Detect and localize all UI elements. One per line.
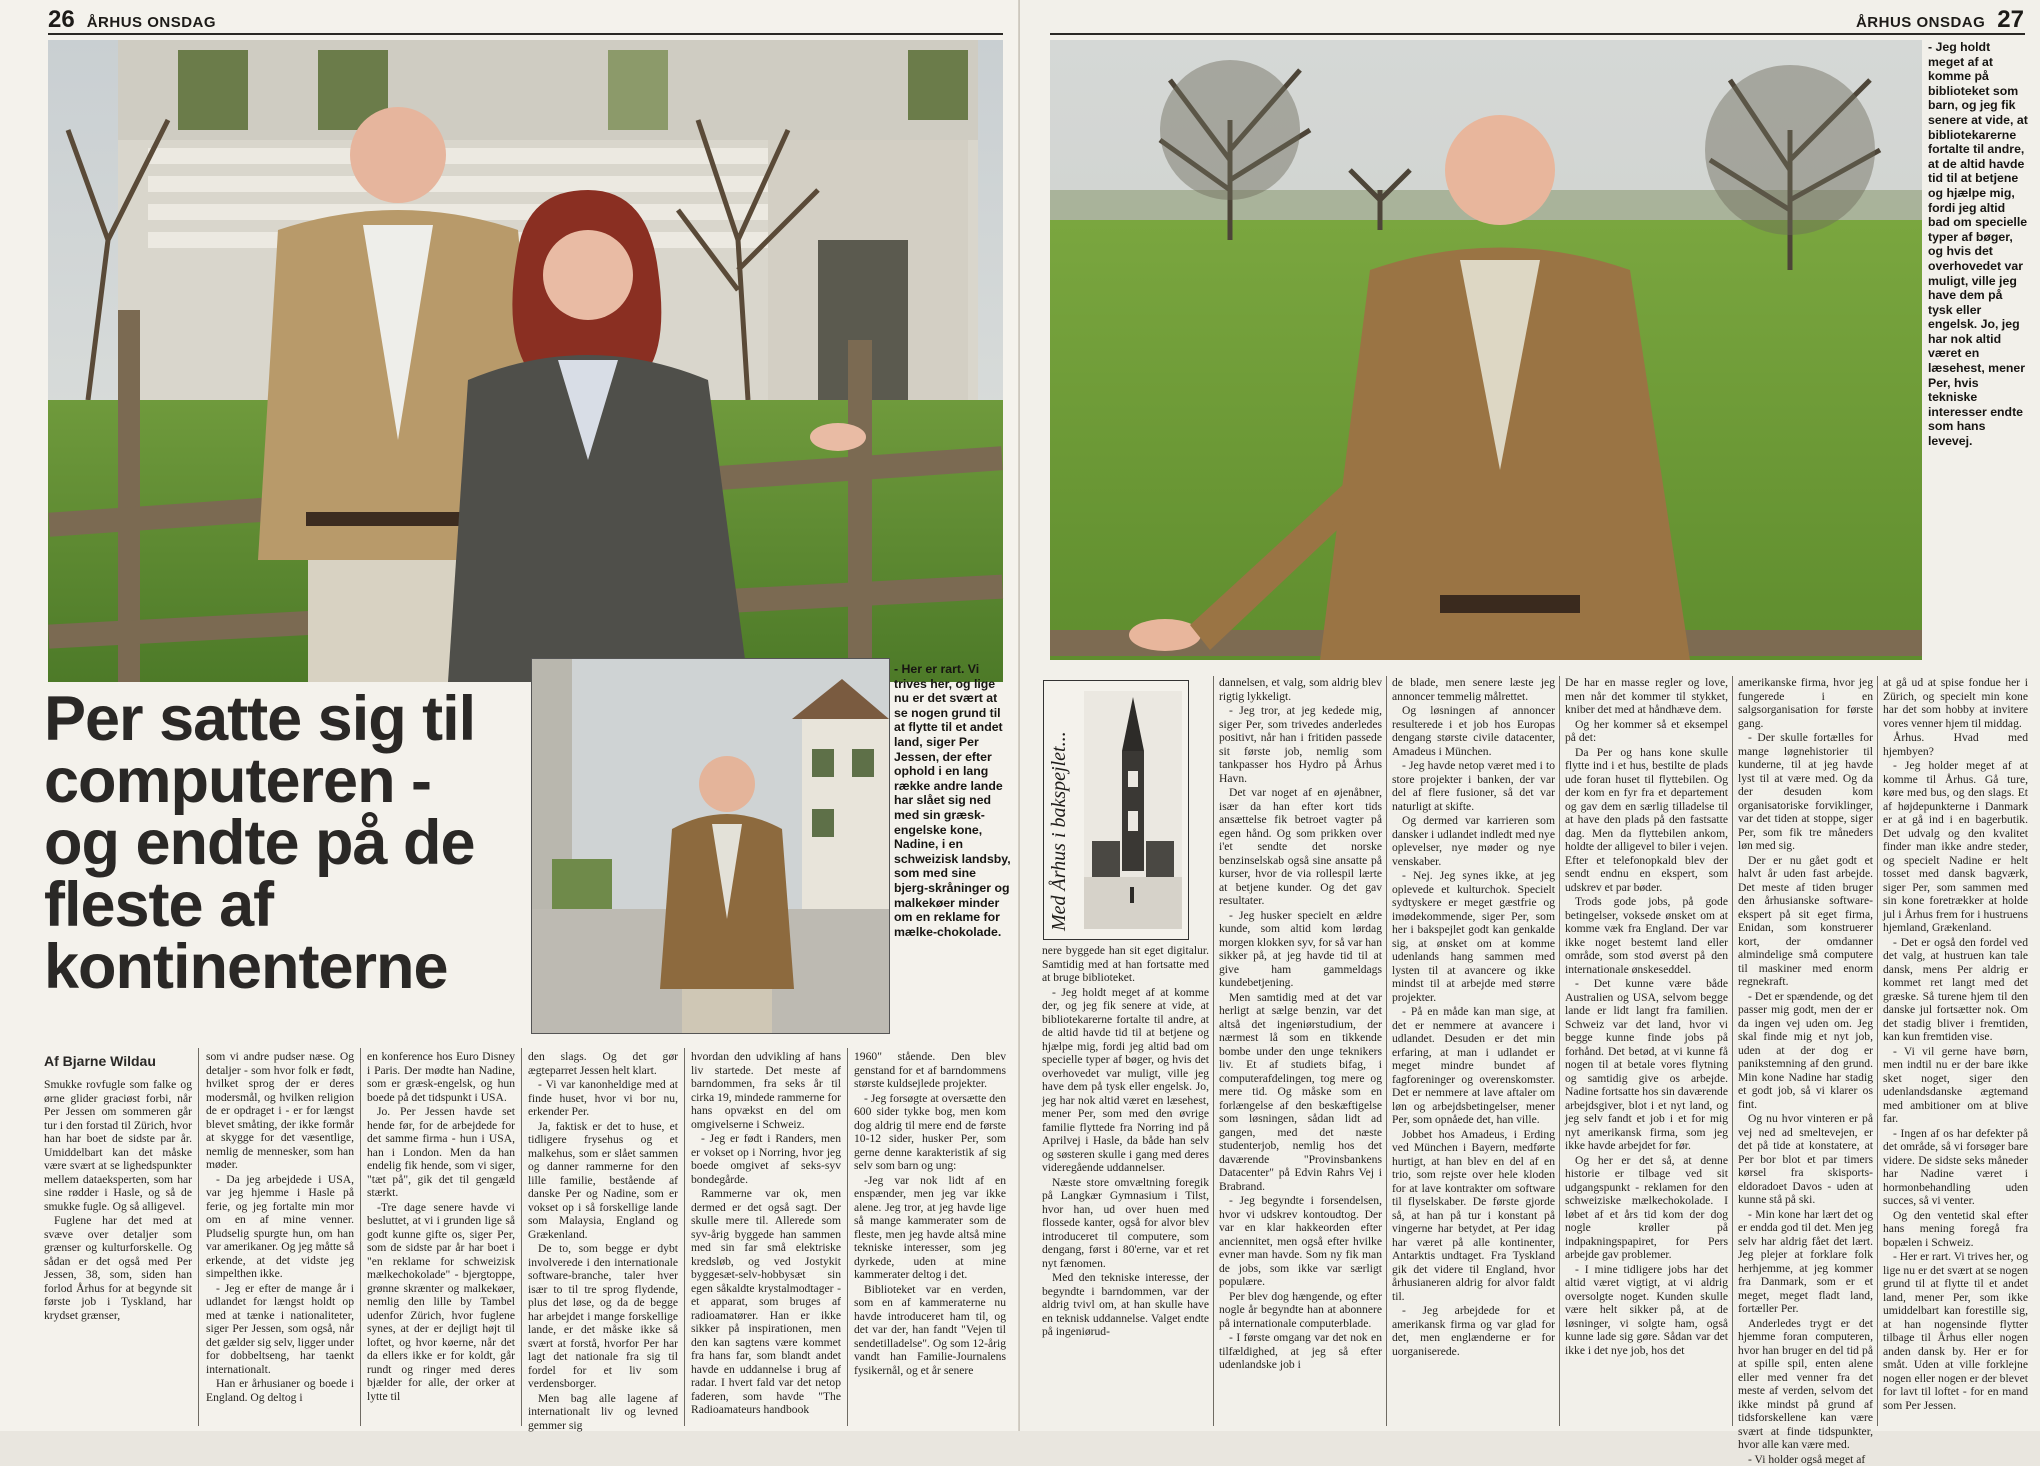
small-photo-illustration bbox=[532, 659, 889, 1033]
paragraph: Men samtidig med at det var herligt at sælge benzin, var det altså det ingeniørstudium, der nærmest lå som en tikkende bombe under den unge teknikers liv. Et af studiets bifag, i computerafdelingen, tog mere og mere tid. Og måske som en forlængelse af den beskæftigelse som løsningen, sådan lidt ad gangen, med det næste studenterjob, nemlig hos det daværende "Provinsbankens Datacenter" på Edvin Rahrs Vej i Brabrand. bbox=[1219, 991, 1382, 1194]
paragraph: De har en masse regler og love, men når det kommer til stykket, kniber det med at håndhæve dem. bbox=[1565, 676, 1728, 717]
right-page-number: 27 bbox=[1997, 6, 2024, 34]
paragraph: Per blev dog hængende, og efter nogle år begyndte han at abonnere på internationale computerblade. bbox=[1219, 1290, 1382, 1331]
vignette-box bbox=[1043, 680, 1189, 940]
paragraph: Og løsningen af annoncer resulterede i et job hos Europas dengang største civile datacenter, Amadeus i München. bbox=[1392, 704, 1555, 758]
paragraph: amerikanske firma, hvor jeg fungerede i en salgsorganisation for første gang. bbox=[1738, 676, 1873, 730]
paragraph: Jo. Per Jessen havde set hende før, for de arbejdede for det samme firma - hun i USA, han i London. Men da han endelig fik hende, som vi siger, "tæt på", gik det til gengæld stærkt. bbox=[367, 1105, 515, 1200]
paragraph: - I mine tidligere jobs har det altid været vigtigt, at vi aldrig oversolgte noget. Kunden skulle være helt sikker på, at de løsninger, vi solgte ham, også kunne lade sig gøre. Sådan var det ikke i det nye job, hos det bbox=[1565, 1263, 1728, 1358]
paragraph: Og dermed var karrieren som dansker i udlandet indledt med nye oplevelser, nye møder og nye venskaber. bbox=[1392, 814, 1555, 868]
paragraph: Næste store omvæltning foregik på Langkær Gymnasium i Tilst, hvor han, ud over huen med flossede kanter, også for alvor blev introduceret til computere, som dengang, først i 80'erne, var et ret nyt fænomen. bbox=[1042, 1176, 1209, 1271]
text-column-5 bbox=[691, 1050, 841, 1426]
text-column-8 bbox=[1219, 676, 1382, 1426]
paragraph: Jobbet hos Amadeus, i Erding ved München i Bayern, medførte hurtigt, at han blev en del af en trio, som rejste over hele kloden for at lave kontrakter om software til flyselskaber. De første gjorde så, at han på tur i konstant på vingerne har betydet, at Per idag har været på alle kontinenter, Antarktis undtaget. Fra Tyskland gik det videre til England, hvor århusianeren aldrig for alvor faldt til. bbox=[1392, 1128, 1555, 1304]
paragraph: De to, som begge er dybt involverede i den internationale software-branche, taler hver især to til tre sprog flydende, plus det løse, og da de begge har arbejdet i mange forskellige lande, er det måske ikke så svært at forstå, hvorfor Per har lagt det nationale fra sig til fordel for et liv som verdensborger. bbox=[528, 1242, 678, 1391]
left-page bbox=[0, 0, 1020, 1431]
paragraph: Ja, faktisk er det to huse, et tidligere frysehus og et malkehus, som er slået sammen og danner rammerne for den lille familie, bestående af danske Per og Nadine, som er vokset op i så forskellige lande som Malaysia, England og Grækenland. bbox=[528, 1120, 678, 1242]
left-folio bbox=[48, 6, 216, 34]
paragraph: - Jeg holder meget af at komme til Århus. Gå ture, køre med bus, og den slags. Et af højdepunkterne i Danmark er at gå ind i en bagerbutik. Det udvalg og den kvalitet finder man ikke andre steder, og specielt Nadine er helt tosset med dansk bagværk, siger Per, som sammen med sin kone foretrækker at holde jul i Århus frem for i hustruens hjemland, Grækenland. bbox=[1883, 759, 2028, 935]
text-column-7 bbox=[1042, 944, 1209, 1426]
right-paper-name: ÅRHUS ONSDAG bbox=[1856, 14, 1985, 31]
small-photo-caption: - Her er rart. Vi trives her, og lige nu er det svært at se nogen grund til at flytte til et andet land, siger Per Jessen, der efter ophold i en lang række andre lande har slået sig ned med sin græsk-engelske kone, Nadine, i en schweizisk landsby, som med sine bjerg-skråninger og malkekøer minder om en reklame for mælke-chokolade. bbox=[894, 662, 1012, 939]
left-page-number: 26 bbox=[48, 6, 75, 34]
byline: Af Bjarne Wildau bbox=[44, 1053, 156, 1069]
paragraph: - På en måde kan man sige, at det er nemmere at avancere i udlandet. Desuden er det min erfaring, at man i udlandet er meget mindre bundet af fagforeninger og overenskomster. Det er nemmere at lave aftaler om løn og arbejdsbetingelser, mener Per, som opnåede det, han ville. bbox=[1392, 1005, 1555, 1127]
paragraph: - Jeg er født i Randers, men er vokset op i Norring, hvor jeg boede omgivet af seks-syv bondegårde. bbox=[691, 1132, 841, 1186]
paragraph: Da Per og hans kone skulle flytte ind i et hus, bestilte de plads ude foran huset til flyttebilen. Og der kom en fyr fra et departement og gav dem en særlig tilladelse til at have den plads på den fastsatte dag. Men da flyttebilen ankom, holdte der alligevel to biler i vejen. Efter et telefonopkald blev der sendt endnu en ekspert, som udskrev et par bøder. bbox=[1565, 746, 1728, 895]
paragraph: som vi andre pudser næse. Og detaljer - som hvor folk er født, hvilket sprog der er deres modersmål, og hvilken religion de er opdraget i - er for længst blevet småting, der ikke formår at skygge for det væsentlige, nemlig de mennesker, som han møder. bbox=[206, 1050, 354, 1172]
paragraph: - Jeg husker specielt en ældre kunde, som altid kom lørdag morgen klokken syv, for så var han sikker på, at jeg havde tid til at give ham gammeldags kundebetjening. bbox=[1219, 909, 1382, 990]
portrait-photo bbox=[1050, 40, 1922, 660]
paragraph: den slags. Og det gør ægteparret Jessen helt klart. bbox=[528, 1050, 678, 1077]
left-header-rule bbox=[48, 33, 1003, 35]
paragraph: - Jeg holdt meget af at komme der, og jeg fik senere at vide, at bibliotekarerne fortalte til andre, at de altid havde tid til at betjene og hjælpe mig, fordi jeg altid bad om specielle typer af bøger, og hvis det overhovedet var muligt, ville jeg have dem på tysk eller engelsk. Jo, jeg har nok altid været en læsehest, mener Per, som med den øvrige familie flyttede fra Norring ind på Aprilvej i Hasle, da både han selv og søsteren skulle i gang med deres videregående uddannelser. bbox=[1042, 986, 1209, 1175]
paragraph: nere byggede han sit eget digitalur. Samtidig med at han fortsatte med at bruge biblioteket. bbox=[1042, 944, 1209, 985]
paragraph: Og den ventetid skal efter hans mening foregå fra bopælen i Schweiz. bbox=[1883, 1209, 2028, 1250]
paragraph: Med den tekniske interesse, der begyndte i barndommen, var der aldrig tvivl om, at han skulle have en teknisk uddannelse. Valget endte på ingeniørud- bbox=[1042, 1271, 1209, 1339]
paragraph: - Jeg arbejdede for et amerikansk firma og var glad for det, men englænderne er for uorganiserede. bbox=[1392, 1304, 1555, 1358]
paragraph: Men bag alle lagene af internationalt liv og levned gemmer sig bbox=[528, 1392, 678, 1433]
text-column-10 bbox=[1565, 676, 1728, 1426]
paragraph: -Tre dage senere havde vi besluttet, at vi i grunden lige så godt kunne gifte os, siger Per, som de sidste par år har boet i "en reklame for schweizisk mælkechokolade" - bjergtoppe, grønne skrænter og malkekøer, nemlig den lille by Tambel udenfor Zürich, hvor fuglene synes, at der er dejligt højt til loftet, og hvor køerne, når det da ellers ikke er for koldt, går rundt og ringer med deres bjælder for alle, der orker at lytte til bbox=[367, 1201, 515, 1404]
paragraph: - Det kunne være både Australien og USA, selvom begge lande er lidt langt fra familien. Schweiz var det land, hvor vi begge kunne finde jobs på forhånd. Det betød, at vi kunne få nogen til at betale vores flytning og samtidig give os arbejde. Nadine fortsatte hos sin daværende arbejdsgiver, blot i et nyt land, og jeg selv fandt et job i et for mig nyt amerikansk firma, som jeg ikke havde arbejdet for før. bbox=[1565, 977, 1728, 1153]
column-rule bbox=[684, 1048, 685, 1426]
column-rule bbox=[1559, 676, 1560, 1426]
paragraph: Biblioteket var en verden, som en af kammeraterne nu havde introduceret ham til, og det var der, han fandt "Vejen til sendetilladelse". Og som 12-årig vandt han Familie-Journalens fysikernål, og et år senere bbox=[854, 1283, 1006, 1378]
paragraph: - Vi var kanonheldige med at finde huset, hvor vi bor nu, erkender Per. bbox=[528, 1078, 678, 1119]
paragraph: - Jeg forsøgte at oversætte den 600 sider tykke bog, men kom dog aldrig til mere end de første 10-12 sider, husker Per, som gerne denne karakteristik af sig selv som barn og ung: bbox=[854, 1092, 1006, 1173]
paragraph: - Vi vil gerne have børn, men indtil nu er der bare ikke sket noget, siger den udenlandsdanske ægtemand med ambitioner om at blive far. bbox=[1883, 1045, 2028, 1126]
paragraph: - Ingen af os har defekter på det område, så vi forsøger bare videre. De sidste seks måneder har Nadine været i hormonbehandling uden succes, så vi venter. bbox=[1883, 1127, 2028, 1208]
paragraph: en konference hos Euro Disney i Paris. Der mødte han Nadine, som er græsk-engelsk, og hun boede på det tidspunkt i USA. bbox=[367, 1050, 515, 1104]
paragraph: - Der skulle fortælles for mange løgnehistorier til kunderne, til at jeg havde lyst til at være med. Og da der desuden kom organisatoriske forviklinger, var det tiden at stoppe, siger Per, som fik tre måneders løn med sig. bbox=[1738, 731, 1873, 853]
couple-photo-illustration bbox=[48, 40, 1003, 682]
paragraph: Det var noget af en øjenåbner, især da han efter kort tids ansættelse fik betroet vagter på egen hånd. Og som prikken over i'et sendte det norske benzinselskab også sine ansatte på kurser, hvor de via rollespil lærte at betjene kunder. Og det gav resultater. bbox=[1219, 786, 1382, 908]
paragraph: - Vi holder også meget af bbox=[1738, 1453, 1873, 1466]
paragraph: -Jeg var nok lidt af en enspænder, men jeg var ikke alene. Jeg tror, at jeg havde lige så mange kammerater som de fleste, men jeg havde altså mine tekniske interesser, som jeg dyrkede, uden at mine kammerater deltog i det. bbox=[854, 1174, 1006, 1282]
text-column-1 bbox=[44, 1078, 192, 1426]
small-photo bbox=[531, 658, 890, 1034]
paragraph: Og nu hvor vinteren er på vej ned ad smeltevejen, er det på tide at konstatere, at Per bor blot et par timers kørsel fra skisports-eldoradoet Davos - uden at kunne stå på ski. bbox=[1738, 1112, 1873, 1207]
paragraph: - Jeg er efter de mange år i udlandet for længst holdt op med at tænke i nationaliteter, siger Per Jessen, som også, når det gælder sig selv, ligger under for dobbeltseng, har taenkt internationalt. bbox=[206, 1282, 354, 1377]
portrait-photo-illustration bbox=[1050, 40, 1922, 660]
column-rule bbox=[847, 1048, 848, 1426]
column-rule bbox=[1386, 676, 1387, 1426]
paragraph: - Her er rart. Vi trives her, og lige nu er det svært at se nogen grund til at flytte til et andet land, mener Per, som ikke umiddelbart kan forestille sig, at han nogensinde flytter tilbage til Århus eller nogen anden dansk by. Her er for småt. Uden at ville forklejne nogen eller nogen er der blevet for lavt til loftet - for en mand som Per Jessen. bbox=[1883, 1250, 2028, 1412]
paragraph: Der er nu gået godt et halvt år uden fast arbejde. Det meste af tiden bruger den århusianske software-ekspert på sit eget firma, Enidan, som konstruerer kort, der omdanner almindelige små computere til maskiner med enorm regnekraft. bbox=[1738, 854, 1873, 989]
paragraph: Anderledes trygt er det hjemme foran computeren, hvor han bruger en del tid på at spille spil, enten alene eller med venner fra det meste af verden, selvom det ikke mindst på grund af tidsforskellene kan være svært at finde tidspunkter, hvor alle kan være med. bbox=[1738, 1317, 1873, 1452]
text-column-12 bbox=[1883, 676, 2028, 1426]
paragraph: - Da jeg arbejdede i USA, var jeg hjemme i Hasle på ferie, og jeg fortalte min mor om en af mine venner. Pludselig spurgte hun, om han var amerikaner. Og jeg måtte så erkende, at det vidste jeg simpelthen ikke. bbox=[206, 1173, 354, 1281]
vignette-label: Med Århus i bakspejlet... bbox=[1048, 731, 1071, 931]
paragraph: Han er århusianer og boede i England. Og deltog i bbox=[206, 1377, 354, 1404]
right-header-rule bbox=[1050, 33, 2025, 35]
column-rule bbox=[1877, 676, 1878, 1426]
right-page bbox=[1020, 0, 2040, 1431]
headline: Per satte sig til computeren - og endte på de fleste af kontinenterne bbox=[44, 688, 514, 998]
column-rule bbox=[521, 1048, 522, 1426]
right-folio bbox=[1856, 6, 2024, 34]
column-rule bbox=[1732, 676, 1733, 1426]
paragraph: - Jeg begyndte i forsendelsen, hvor vi udskrev kontoudtog. Der var en klar hakkeorden efter anciennitet, men også efter hvilke evner man havde. Som ny fik man de jobs, som ikke var særligt populære. bbox=[1219, 1194, 1382, 1289]
paragraph: - Jeg havde netop været med i to store projekter i banken, der var del af flere fusioner, så det var naturligt at skifte. bbox=[1392, 759, 1555, 813]
paragraph: - I første omgang var det nok en tilfældighed, at jeg så efter udenlandske job i bbox=[1219, 1331, 1382, 1372]
paragraph: Fuglene har det med at svæve over detaljer som grænser og kulturforskelle. Og sådan er det også med Per Jessen, 38, som, siden han forlod Århus for at begynde sit første job i Tyskland, har krydset grænser, bbox=[44, 1214, 192, 1322]
text-column-3 bbox=[367, 1050, 515, 1426]
paragraph: 1960" stående. Den blev genstand for et af barndommens største kuldsejlede projekter. bbox=[854, 1050, 1006, 1091]
couple-photo bbox=[48, 40, 1003, 682]
portrait-caption: - Jeg holdt meget af at komme på biblioteket som barn, og jeg fik senere at vide, at bibliotekarerne fortalte til andre, at de altid havde tid til at betjene og hjælpe mig, fordi jeg altid bad om specielle typer af bøger, og hvis det overhovedet var muligt, ville jeg have dem på tysk eller engelsk. Jo, jeg har nok altid været en læsehest, mener Per, hvis tekniske interesser endte som hans levevej. bbox=[1928, 40, 2028, 449]
text-column-9 bbox=[1392, 676, 1555, 1426]
paragraph: Rammerne var ok, men dermed er det også sagt. Der skulle mere til. Allerede som syv-årig byggede han sammen med sin far små elektriske kredsløb, og ved Jostykit byggesæt-selv-hobbysæt sin egen såkaldte krystalmodtager - et apparat, som bruges af radioamatører. Han er ikke sikker på inspirationen, men den kan sagtens være kommet fra hans far, som blandt andet havde en uddannelse i brug af radar. I hvert fald var det netop faderen, som havde "The Radioamateurs handbook bbox=[691, 1187, 841, 1417]
text-column-4 bbox=[528, 1050, 678, 1426]
paragraph: dannelsen, et valg, som aldrig blev rigtig lykkeligt. bbox=[1219, 676, 1382, 703]
paragraph: Og her er det så, at denne historie er tilbage ved sit udgangspunkt - reklamen for den schweiziske mælkechokolade. I løbet af et års tid kom der dog nogle krøller på indpakningspapiret, for Pers arbejde gav problemer. bbox=[1565, 1154, 1728, 1262]
paragraph: - Jeg tror, at jeg kedede mig, siger Per, som trivedes anderledes positivt, når han i fritiden passede sit første job, nemlig som tankpasser hos Hydro på Århus Havn. bbox=[1219, 704, 1382, 785]
paragraph: Århus. Hvad med hjembyen? bbox=[1883, 731, 2028, 758]
paragraph: - Nej. Jeg synes ikke, at jeg oplevede et kulturchok. Specielt sydtyskere er meget gæstfrie og imødekommende, siger Per, som her i bakspejlet godt kan genkalde sig, at ønsket om at komme udenlands hang sammen med lysten til at avancere og ikke mindst til at arbejde med større projekter. bbox=[1392, 869, 1555, 1004]
paragraph: - Det er spændende, og det passer mig godt, men der er da ingen vej uden om. Jeg skal finde mig et nyt job, uden at der dog er panikstemning af den grund. Min kone Nadine har stadig et godt job, så vi klarer os fint. bbox=[1738, 990, 1873, 1112]
column-rule bbox=[1213, 676, 1214, 1426]
cathedral-illustration bbox=[1084, 691, 1182, 929]
text-column-6 bbox=[854, 1050, 1006, 1426]
column-rule bbox=[198, 1048, 199, 1426]
text-column-11 bbox=[1738, 676, 1873, 1426]
paragraph: - Min kone har lært det og er endda god til det. Men jeg selv har aldrig fået det lært. Jeg plejer at forklare folk herhjemme, at jeg kommer fra Danmark, som er et meget, meget fladt land, fortæller Per. bbox=[1738, 1208, 1873, 1316]
paragraph: at gå ud at spise fondue her i Zürich, og specielt min kone har det som hobby at invitere vores venner hjem til middag. bbox=[1883, 676, 2028, 730]
paragraph: - Det er også den fordel ved det valg, at hustruen kan tale dansk, mens Per aldrig er kommet ret langt med det græske. Så turene hjem til den danske jul fortsætter nok. Om det stadig bliver i fremtiden, kan kun fremtiden vise. bbox=[1883, 936, 2028, 1044]
paragraph: de blade, men senere læste jeg annoncer temmelig målrettet. bbox=[1392, 676, 1555, 703]
left-paper-name: ÅRHUS ONSDAG bbox=[87, 14, 216, 31]
text-column-2 bbox=[206, 1050, 354, 1426]
paragraph: Smukke rovfugle som falke og ørne glider graciøst forbi, når Per Jessen om sommeren går tur i den forstad til Zürich, hvor han har boet de sidste par år. Umiddelbart kan det måske være svært at se lighedspunkter mellem dataeksperten, som har sine rødder i Hasle, og så de smukke fugle. Og så alligevel. bbox=[44, 1078, 192, 1213]
paragraph: Trods gode jobs, på gode betingelser, voksede ønsket om at komme væk fra England. Der var ikke noget bestemt land eller område, som stod øverst på den internationale ønskeseddel. bbox=[1565, 895, 1728, 976]
column-rule bbox=[360, 1048, 361, 1426]
paragraph: Og her kommer så et eksempel på det: bbox=[1565, 718, 1728, 745]
paragraph: hvordan den udvikling af hans liv startede. Det meste af barndommen, fra seks år til cirka 19, mindede rammerne for hans opvækst en del om omgivelserne i Schweiz. bbox=[691, 1050, 841, 1131]
